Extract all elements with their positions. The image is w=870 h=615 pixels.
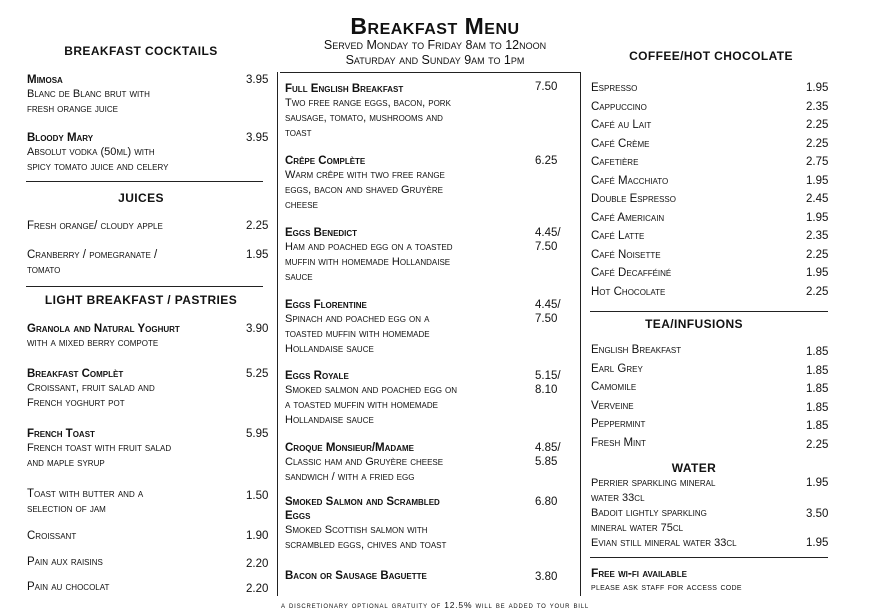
item-name: Mimosa [27,74,63,86]
menu-item-cranberry-juice [27,248,275,278]
section-title-tea: TEA/INFUSIONS [645,317,743,331]
item-description: Croissant, fruit salad and [27,382,155,394]
divider-wifi [590,557,828,558]
drink-price: 1.95 [806,82,829,94]
served-weekday: Served Monday to Friday 8am to 12noon [323,38,547,52]
item-price: 3.95 [246,132,269,144]
drink-name: Cafetière [591,156,639,168]
menu-item-pain-aux-raisins [27,555,275,569]
section-title-pastries: LIGHT BREAKFAST / PASTRIES [44,293,238,307]
menu-item-mimosa [27,73,275,117]
item-price: 3.95 [246,74,269,86]
item-description: Absolut vodka (50ml) with [27,146,155,158]
drink-name: Café Americain [591,211,665,224]
drink-price: 1.95 [806,537,829,549]
drink-name-continued: water 33cl [591,492,645,504]
item-description: with a mixed berry compote [27,337,159,349]
item-price: 6.80 [535,496,558,508]
item-name: Croissant [27,530,77,542]
item-name: Fresh orange/ cloudy apple [27,220,163,232]
item-name: French Toast [27,428,95,440]
item-name-continued: tomato [27,264,61,276]
item-description: sauce [285,271,313,283]
item-description: Two free range eggs, bacon, pork [285,97,451,109]
item-price: 4.45/ [535,227,561,239]
drink-name: Fresh Mint [591,436,646,449]
item-description: cheese [285,199,318,211]
page-title: Breakfast Menu [350,13,520,39]
item-price: 5.25 [246,368,269,380]
item-name: Pain au chocolat [27,581,110,593]
drink-price: 1.85 [806,383,829,395]
item-name: Bloody Mary [27,132,94,144]
item-price: 6.25 [535,155,558,167]
divider-juices [26,181,263,182]
item-description: Blanc de Blanc brut with [27,88,150,100]
item-description: fresh orange juice [27,103,119,115]
drink-name: Double Espresso [591,193,676,205]
drink-price: 1.95 [806,267,829,279]
item-description: French toast with fruit salad [27,442,172,454]
drink-name: Café au Lait [591,119,652,131]
item-description: Warm crêpe with two free range [285,169,445,181]
water-perrier [591,476,841,506]
drink-price: 2.45 [806,193,829,205]
menu-item-smoked-salmon [285,495,575,553]
drink-name: Earl Grey [591,362,643,375]
item-description: Hollandaise sauce [285,343,374,355]
item-name: Crêpe Complète [285,155,366,167]
menu-item-croissant [27,529,275,543]
item-name-continued: selection of jam [27,503,106,515]
item-name: Full English Breakfast [285,83,404,95]
menu-item-full-english [285,82,575,141]
item-price-large: 7.50 [535,241,558,253]
drink-price: 2.75 [806,156,829,168]
drink-price: 1.85 [806,364,829,377]
drink-name-continued: mineral water 75cl [591,522,684,534]
drink-name: Café Macchiato [591,174,669,187]
item-price-large: 7.50 [535,313,558,325]
drink-name: Camomile [591,381,637,393]
menu-item-crepe-complete [285,154,575,213]
item-name: Toast with butter and a [27,488,144,500]
drink-name: Café Crème [591,137,650,150]
item-description: toast [285,127,312,139]
water-badoit [591,506,841,536]
item-description: toasted muffin with homemade [285,328,430,340]
drink-price: 2.25 [806,248,829,261]
item-price: 3.80 [535,571,558,583]
drink-name: Cappuccino [591,100,647,113]
drink-name: English Breakfast [591,344,682,356]
item-name: Eggs Florentine [285,299,367,311]
item-name: Bacon or Sausage Baguette [285,570,427,582]
item-description: and maple syrup [27,457,105,469]
item-name: Cranberry / pomegranate / [27,249,158,261]
item-price: 2.20 [246,558,269,570]
divider-vertical-left [277,72,278,596]
served-weekend: Saturday and Sunday 9am to 1pm [345,53,525,67]
menu-item-croque-monsieur [285,441,575,485]
item-name: Eggs Benedict [285,227,358,239]
item-description: sausage, tomato, mushrooms and [285,112,443,124]
drink-price: 2.25 [806,119,829,131]
water-evian [591,536,841,551]
item-price: 2.25 [246,220,269,232]
menu-item-granola [27,322,275,351]
item-description: scrambled eggs, chives and toast [285,539,447,551]
item-name: Croque Monsieur/Madame [285,442,414,454]
drink-name: Café Noisette [591,248,661,261]
item-price: 1.95 [246,249,269,261]
drink-name: Verveine [591,399,634,412]
item-description: Smoked salmon and poached egg on [285,384,457,396]
drink-name: Perrier sparkling mineral [591,477,716,489]
item-price-large: 8.10 [535,384,558,396]
drink-price: 2.35 [806,100,829,113]
item-name: Granola and Natural Yoghurt [27,323,180,335]
section-title-water: WATER [671,461,717,475]
section-title-cocktails: BREAKFAST COCKTAILS [64,44,218,58]
drink-name: Evian still mineral water 33cl [591,537,737,549]
item-name: Eggs Royale [285,370,349,382]
wifi-note: please ask staff for access code [591,581,742,593]
menu-item-pain-au-chocolat [27,580,275,594]
section-title-coffee: COFFEE/HOT CHOCOLATE [629,49,793,63]
drink-price: 2.25 [806,137,829,150]
divider-vertical-right [580,72,581,596]
item-price: 5.15/ [535,370,561,382]
wifi-title: Free wi-fi available [591,566,687,580]
item-description: Spinach and poached egg on a [285,313,430,325]
menu-item-eggs-benedict [285,226,575,285]
drink-price: 3.50 [806,508,829,520]
item-name-continued: Eggs [285,510,311,522]
item-description: sandwich / with a fried egg [285,471,415,483]
divider-header [280,72,580,73]
item-name: Pain aux raisins [27,556,103,568]
divider-pastries [26,286,263,287]
item-price: 4.45/ [535,299,561,311]
menu-item-baguette [285,569,575,583]
menu-item-eggs-florentine [285,298,575,357]
item-price-large: 5.85 [535,456,558,468]
drink-name: Café Latte [591,230,645,242]
drink-price: 2.25 [806,285,829,298]
item-description: Smoked Scottish salmon with [285,524,428,536]
item-description: French yoghurt pot [27,397,125,409]
drink-name: Hot Chocolate [591,285,666,298]
item-description: spicy tomato juice and celery [27,161,169,173]
drink-price: 1.95 [806,477,829,489]
drink-name: Peppermint [591,418,646,430]
item-description: Hollandaise sauce [285,414,374,426]
item-price: 7.50 [535,81,558,93]
item-name: Smoked Salmon and Scrambled [285,496,440,508]
drink-price: 1.85 [806,401,829,414]
item-description: eggs, bacon and shaved Gruyère [285,184,443,196]
drink-name: Café Decafféiné [591,267,672,279]
item-price: 4.85/ [535,442,561,454]
item-price: 1.90 [246,530,269,542]
section-title-juices: JUICES [118,191,164,205]
item-description: muffin with homemade Hollandaise [285,256,451,268]
item-description: Classic ham and Gruyère cheese [285,456,444,468]
item-price: 3.90 [246,323,269,335]
item-name: Breakfast Complèt [27,368,124,380]
gratuity-note: a discretionary optional gratuity of 12.5% will be added to your bill [281,600,589,610]
menu-item-bloody-mary [27,131,275,175]
menu-item-orange-juice [27,219,275,233]
drink-price: 2.35 [806,230,829,242]
menu-item-breakfast-complet [27,367,275,411]
divider-tea [590,311,828,312]
item-price: 2.20 [246,583,269,595]
menu-item-eggs-royale [285,369,575,428]
item-price: 5.95 [246,428,269,440]
drink-price: 1.85 [806,346,829,358]
item-description: a toasted muffin with homemade [285,399,438,411]
drink-name: Badoit lightly sparkling [591,507,707,519]
drink-price: 1.85 [806,420,829,432]
menu-item-toast [27,487,275,517]
drink-name: Espresso [591,82,638,94]
drink-price: 1.95 [806,174,829,187]
menu-item-french-toast [27,427,275,471]
drink-price: 1.95 [806,211,829,224]
item-price: 1.50 [246,490,269,502]
item-description: Ham and poached egg on a toasted [285,241,453,253]
drink-price: 2.25 [806,438,829,451]
